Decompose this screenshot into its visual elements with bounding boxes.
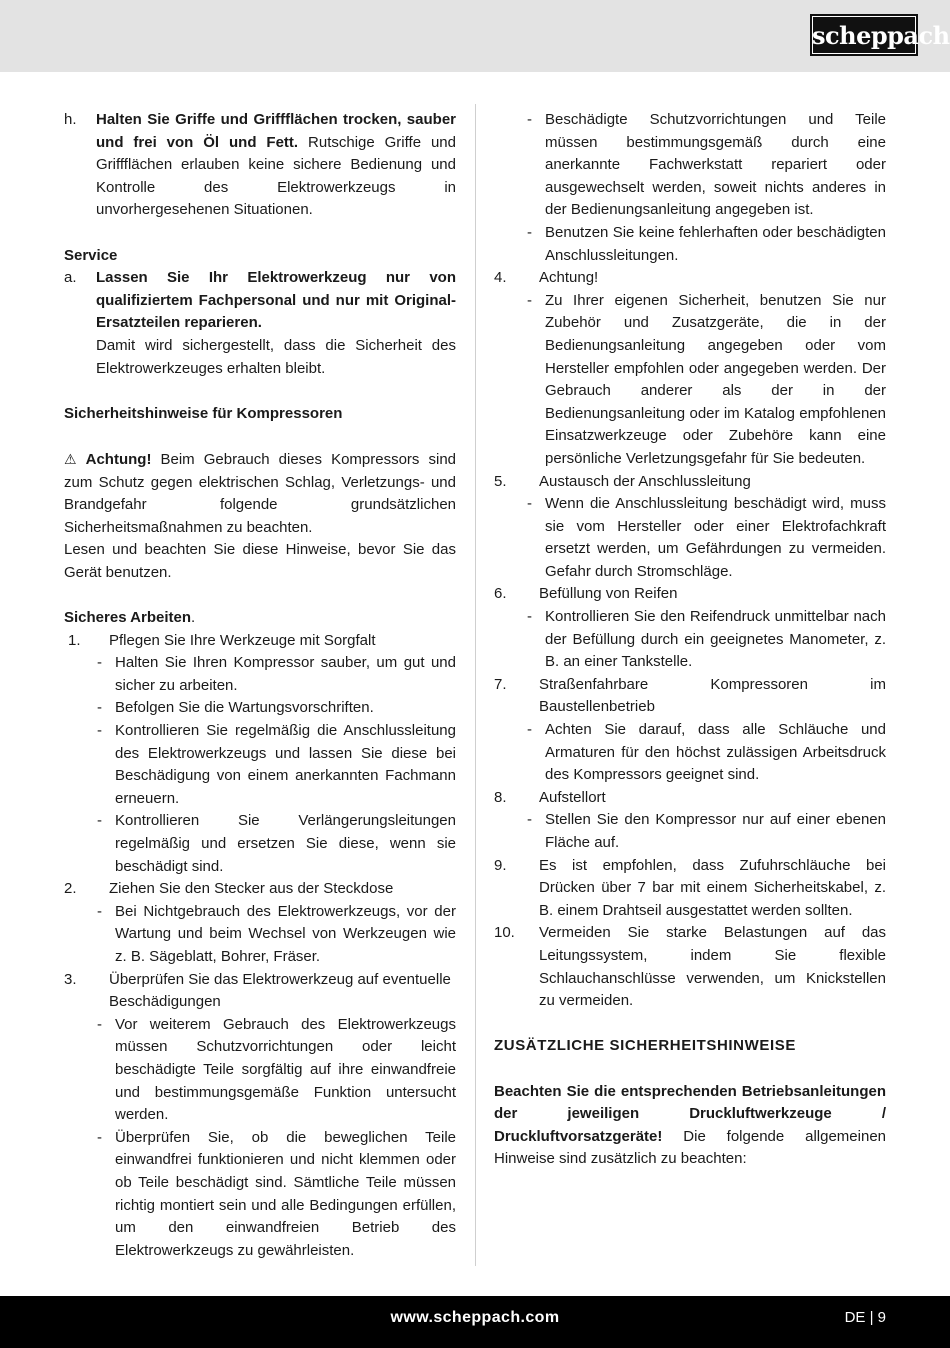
sub-item: - Überprüfen Sie, ob die beweglichen Teile einwandfrei funktionieren und nicht klemmen oder ob Teile beschädigt sind. Sämtliche Teile müssen richtig montiert sein und alle Bedingungen erfüllen, um den einwandfreien Betrieb des Elektrowerkzeugs zu gewährleisten.	[97, 1128, 456, 1259]
kompressor-heading: Sicherheitshinweise für Kompressoren	[64, 404, 343, 422]
right-column	[494, 109, 886, 1171]
list-item-7	[494, 674, 886, 719]
zusatz-heading: ZUSÄTZLICHE SICHERHEITSHINWEISE	[494, 1037, 796, 1055]
zusatz-text: Die folgende allgemeinen Hinweise sind zusätzlich zu beachten:	[494, 1127, 886, 1168]
rule-marker: h.	[64, 111, 77, 128]
list-item-10	[494, 922, 886, 1012]
list-item-title: Pflegen Sie Ihre Werkzeuge mit Sorgfalt	[109, 631, 376, 649]
list-item-title: Überprüfen Sie das Elektrowerkzeug auf eventuelle Beschädigungen	[109, 970, 451, 1011]
page-header	[0, 0, 950, 72]
rule-marker: a.	[64, 269, 77, 287]
website-link[interactable]: www.scheppach.com	[390, 1309, 560, 1326]
sub-item: - Stellen Sie den Kompressor nur auf einer ebenen Fläche auf.	[527, 811, 886, 851]
sicheres-arbeiten-heading: Sicheres Arbeiten.	[64, 609, 196, 627]
list-item-title: Ziehen Sie den Stecker aus der Steckdose	[109, 880, 394, 898]
list-marker: 8.	[494, 788, 507, 806]
column-divider	[475, 104, 476, 1266]
sub-item: - Zu Ihrer eigenen Sicherheit, benutzen Sie nur Zubehör und Zusatzgeräte, die in der Bedienungsanleitung angegeben oder vom Hersteller empfohlen oder angegeben werden. Der Gebrauch anderer als der in der Bedienungsanleitung oder im Katalog empfohlenen Einsatzwerkzeuge oder Zubehöre kann eine persönliche Verletzungsgefahr für Sie bedeuten.	[527, 291, 886, 467]
scheppach-logo: scheppach	[810, 14, 918, 56]
warning-paragraph-2: Lesen und beachten Sie diese Hinweise, bevor Sie das Gerät benutzen.	[64, 541, 456, 581]
list-marker: 2.	[64, 880, 77, 898]
sub-item: - Kontrollieren Sie den Reifendruck unmittelbar nach der Befüllung durch ein geeignetes Manometer, z. B. an einer Tankstelle.	[527, 608, 886, 671]
rule-bold-text: Lassen Sie Ihr Elektrowerkzeug nur von qualifiziertem Fachpersonal und nur mit Original-Ersatzteilen reparieren.	[96, 269, 456, 332]
list-item-8	[494, 787, 886, 810]
zusatz-bold-text: Beachten Sie die entsprechenden Betriebsanleitungen der jeweiligen Druckluftwerkzeuge / Druckluftvorsatzgeräte!	[494, 1082, 886, 1145]
list-item-9	[494, 855, 886, 923]
rule-h	[64, 109, 456, 222]
sub-item: - Achten Sie darauf, dass alle Schläuche und Armaturen für den höchst zulässigen Arbeitsdruck des Kompressors geeignet sind.	[527, 721, 886, 784]
sub-item: - Befolgen Sie die Wartungsvorschriften.	[97, 699, 374, 717]
list-marker: 3.	[64, 970, 77, 988]
sub-item: - Kontrollieren Sie Verlängerungsleitungen regelmäßig und ersetzen Sie diese, wenn sie beschädigt sind.	[97, 812, 456, 875]
list-marker: 5.	[494, 472, 507, 490]
list-item-title: Achtung!	[539, 269, 599, 287]
list-marker: 9.	[494, 856, 507, 874]
sub-item: - Benutzen Sie keine fehlerhaften oder beschädigten Anschlussleitungen.	[527, 223, 886, 264]
list-marker: 10.	[494, 924, 515, 942]
rule-text: Damit wird sichergestellt, dass die Sicherheit des Elektrowerkzeuges erhalten bleibt.	[96, 336, 456, 377]
zusatz-paragraph	[494, 1081, 886, 1171]
sub-item: - Beschädigte Schutzvorrichtungen und Teile müssen bestimmungsgemäß durch eine anerkannte Fachwerkstatt repariert oder ausgewechselt werden, soweit nichts anderes in der Bedienungsanleitung angegeben ist.	[527, 111, 886, 219]
page-number: DE | 9	[844, 1309, 886, 1326]
warning-label: Achtung!	[85, 450, 152, 468]
list-item-title: Austausch der Anschlussleitung	[539, 472, 751, 490]
list-item-5	[494, 471, 886, 494]
warning-triangle-icon: ⚠	[64, 450, 77, 467]
list-item-1	[64, 630, 456, 653]
list-marker: 7.	[494, 675, 507, 693]
list-item-3	[64, 969, 456, 1014]
page-footer	[0, 1296, 950, 1348]
rule-bold-text: Halten Sie Griffe und Griffflächen trocken, sauber und frei von Öl und Fett.	[96, 111, 456, 151]
list-item-6	[494, 583, 886, 606]
sub-item: - Vor weiterem Gebrauch des Elektrowerkzeugs müssen Schutzvorrichtungen oder leicht beschädigte Teile sorgfältig auf ihre einwandfreie und bestimmungsgemäße Funktion untersucht werden.	[97, 1015, 456, 1124]
numbered-list-left	[64, 630, 456, 1263]
sub-item: - Kontrollieren Sie regelmäßig die Anschlussleitung des Elektrowerkzeugs und lassen Sie diese bei Beschädigung von einem anerkannten Fachmann erneuern.	[97, 722, 456, 807]
list-item-title: Befüllung von Reifen	[539, 585, 678, 603]
sub-item: - Bei Nichtgebrauch des Elektrowerkzeugs, vor der Wartung und beim Wechsel von Werkzeugen wie z. B. Sägeblatt, Bohrer, Fräser.	[97, 902, 456, 965]
list-item-2	[64, 878, 456, 901]
sub-item: - Halten Sie Ihren Kompressor sauber, um gut und sicher zu arbeiten.	[97, 654, 456, 694]
list-item-4	[494, 267, 886, 290]
list-item-title: Es ist empfohlen, dass Zufuhrschläuche bei Drücken über 7 bar mit einem Sicherheitskabel, z. B. einem Drahtseil ausgestattet werden sollten.	[539, 856, 886, 919]
list-marker: 4.	[494, 269, 507, 287]
list-item-title: Straßenfahrbare Kompressoren im Baustellenbetrieb	[539, 675, 886, 716]
warning-text: Beim Gebrauch dieses Kompressors sind zum Schutz gegen elektrischen Schlag, Verletzungs- und Brandgefahr folgende grundsätzlichen Sicherheitsmaßnahmen zu beachten.	[64, 450, 457, 536]
warning-paragraph	[64, 448, 456, 539]
list-marker: 6.	[494, 585, 507, 603]
list-marker: 1.	[68, 631, 81, 649]
list-item-title: Vermeiden Sie starke Belastungen auf das Leitungssystem, indem Sie flexible Schlauchanschlüsse verwenden, um Knickstellen zu vermeiden.	[539, 924, 886, 1010]
rule-service-a	[64, 267, 456, 380]
left-column	[64, 109, 456, 1262]
service-heading: Service	[64, 246, 118, 264]
list-item-title: Aufstellort	[539, 788, 606, 806]
sub-item: - Wenn die Anschlussleitung beschädigt wird, muss sie vom Hersteller oder einer Elektrofachkraft ersetzt werden, um Gefährdungen zu vermeiden. Gefahr durch Stromschläge.	[527, 495, 886, 580]
rule-text: Rutschige Griffe und Griffflächen erlauben keine sichere Bedienung und Kontrolle des Elektrowerkzeugs in unvorhergesehenen Situationen.	[96, 133, 456, 219]
